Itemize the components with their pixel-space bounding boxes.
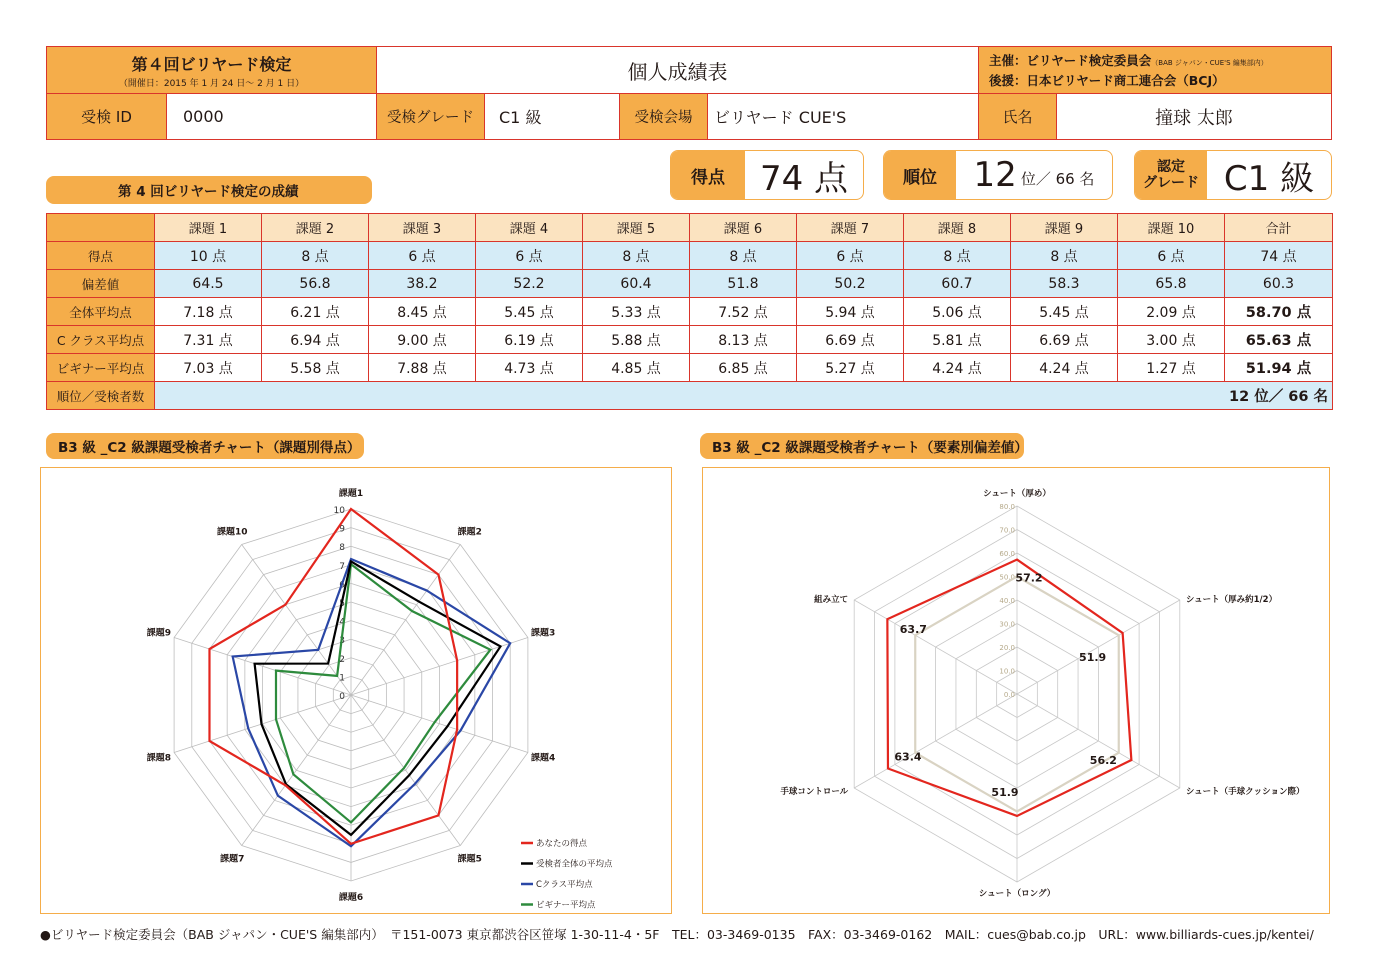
- radar-series-line: [233, 559, 511, 846]
- radar-category-label: 課題10: [217, 527, 248, 538]
- radar-data-label: 57.2: [1015, 571, 1043, 585]
- table-cell: 3.00 点: [1118, 326, 1225, 354]
- table-header-cell: 課題 2: [262, 214, 369, 242]
- name-value-cell: [1057, 94, 1331, 139]
- table-cell: 5.81 点: [904, 326, 1011, 354]
- exam-dates: （開催日：2015 年 1 月 24 日〜 2 月 1 日）: [118, 78, 305, 89]
- radar-data-label: 56.2: [1089, 754, 1117, 768]
- results-title: [46, 176, 372, 204]
- table-cell: 6.85 点: [690, 354, 797, 382]
- table-cell: 7.18 点: [155, 298, 262, 326]
- radar-tick-label: 10.0: [999, 667, 1015, 676]
- id-value: 0000: [183, 107, 224, 126]
- cert-summary: [1134, 150, 1332, 200]
- table-cell: 7.03 点: [155, 354, 262, 382]
- radar-category-label: 課題2: [457, 527, 482, 538]
- rank-summary: [883, 150, 1113, 200]
- radar-tick-label: 6: [339, 580, 345, 591]
- radar-tick-label: 40.0: [999, 597, 1015, 605]
- radar-category-label: シュート（ロング）: [978, 889, 1056, 899]
- grade-value: C1 級: [499, 108, 542, 127]
- exam-title-cell: [47, 47, 377, 94]
- deviation-radar-chart: [702, 467, 1330, 914]
- radar-data-label: 63.7: [899, 623, 927, 637]
- radar-tick-label: 9: [339, 524, 345, 535]
- results-title-text: 第 4 回ビリヤード検定の成績: [118, 184, 299, 200]
- table-cell: 5.27 点: [797, 354, 904, 382]
- table-row: [47, 354, 1333, 382]
- radar-category-label: 課題8: [146, 753, 172, 764]
- table-header-cell: 課題 6: [690, 214, 797, 242]
- radar-tick-label: 2: [339, 654, 345, 665]
- table-row-label: C クラス平均点: [47, 326, 155, 354]
- table-cell: 6 点: [476, 242, 583, 270]
- table-cell: 5.06 点: [904, 298, 1011, 326]
- score-radar-svg: [41, 468, 673, 915]
- table-cell: 8 点: [262, 242, 369, 270]
- table-cell: 8.45 点: [369, 298, 476, 326]
- table-cell: 64.5: [155, 270, 262, 298]
- radar-category-label: 手球コントロール: [780, 787, 849, 797]
- radar-category-label: シュート（厚み約1/2）: [1185, 595, 1278, 605]
- table-cell: 8 点: [904, 242, 1011, 270]
- radar-tick-label: 8: [339, 543, 345, 554]
- table-cell: 4.24 点: [904, 354, 1011, 382]
- radar-axis-line: [351, 545, 460, 695]
- table-cell: 8 点: [1011, 242, 1118, 270]
- table-cell: 5.33 点: [583, 298, 690, 326]
- table-cell: 6 点: [369, 242, 476, 270]
- table-cell: 1.27 点: [1118, 354, 1225, 382]
- radar-tick-label: 5: [339, 599, 345, 609]
- table-cell: 5.94 点: [797, 298, 904, 326]
- sponsor-cell: [979, 47, 1331, 94]
- radar-tick-label: 60.0: [999, 550, 1015, 558]
- legend-entry: あなたの得点: [536, 839, 588, 849]
- grade-label: 受検グレード: [387, 110, 474, 126]
- legend-entry: Cクラス平均点: [536, 880, 593, 890]
- table-rank-row: [47, 382, 1333, 410]
- table-cell: 5.58 点: [262, 354, 369, 382]
- radar-tick-label: 4: [339, 617, 345, 628]
- table-cell: 5.45 点: [1011, 298, 1118, 326]
- table-header-cell: 課題 5: [583, 214, 690, 242]
- table-cell: 58.70 点: [1225, 298, 1333, 326]
- table-cell: 60.7: [904, 270, 1011, 298]
- radar-tick-label: 3: [339, 636, 345, 647]
- doc-title-cell: [377, 47, 979, 94]
- grade-value-cell: [485, 94, 620, 139]
- radar-tick-label: 0: [339, 692, 345, 702]
- name-value: 撞球 太郎: [1155, 107, 1233, 129]
- radar-axis-line: [351, 695, 460, 845]
- table-header-cell: 合計: [1225, 214, 1333, 242]
- table-cell: 58.3: [1011, 270, 1118, 298]
- name-label-cell: [979, 94, 1057, 139]
- radar-data-label: 51.9: [991, 785, 1019, 799]
- table-header-cell: 課題 7: [797, 214, 904, 242]
- table-row-label: 順位／受検者数: [47, 382, 155, 410]
- table-cell: 51.8: [690, 270, 797, 298]
- radar-category-label: 課題5: [457, 854, 482, 865]
- id-value-cell: [167, 94, 377, 139]
- cert-label: [1135, 151, 1207, 199]
- radar-category-label: 課題6: [338, 893, 364, 903]
- exam-title: 第４回ビリヤード検定: [131, 54, 292, 74]
- table-header-cell: 課題 8: [904, 214, 1011, 242]
- table-cell: 6.19 点: [476, 326, 583, 354]
- table-cell: 5.88 点: [583, 326, 690, 354]
- table-cell: 8 点: [690, 242, 797, 270]
- table-cell: 6 点: [797, 242, 904, 270]
- radar-category-label: 課題1: [338, 489, 364, 499]
- rank-suffix: 位／ 66 名: [1020, 169, 1095, 188]
- sponsor-label: 主催：ビリヤード検定委員会: [989, 53, 1152, 68]
- cert-value: C1 級: [1223, 158, 1315, 199]
- venue-label: 受検会場: [634, 110, 693, 126]
- table-row-label: 得点: [47, 242, 155, 270]
- support-label: 後援：日本ビリヤード商工連合会（BCJ）: [989, 73, 1225, 88]
- table-header-cell: [47, 214, 155, 242]
- score-label: 得点: [671, 151, 745, 199]
- venue-label-cell: [620, 94, 708, 139]
- table-cell: 4.73 点: [476, 354, 583, 382]
- table-cell: 65.63 点: [1225, 326, 1333, 354]
- table-row: [47, 326, 1333, 354]
- table-cell: 5.45 点: [476, 298, 583, 326]
- table-header-cell: 課題 9: [1011, 214, 1118, 242]
- table-cell: 60.4: [583, 270, 690, 298]
- radar-tick-label: 30.0: [999, 620, 1015, 629]
- radar-category-label: 課題3: [530, 628, 556, 639]
- table-cell: 6.94 点: [262, 326, 369, 354]
- table-header-row: [47, 214, 1333, 242]
- score-radar-chart: [40, 467, 672, 914]
- cert-label-1: 認定: [1157, 159, 1185, 175]
- doc-title: 個人成績表: [627, 59, 728, 84]
- table-cell: 6.69 点: [1011, 326, 1118, 354]
- table-header-cell: 課題 1: [155, 214, 262, 242]
- id-label: 受検 ID: [81, 108, 132, 126]
- table-cell: 7.52 点: [690, 298, 797, 326]
- table-cell: 65.8: [1118, 270, 1225, 298]
- radar-category-label: シュート（厚め）: [983, 489, 1051, 499]
- radar-category-label: シュート（手球クッション際）: [1185, 787, 1305, 797]
- right-chart-title-text: B3 級 _C2 級課題受検者チャート（要素別偏差値）: [712, 440, 1028, 456]
- legend-entry: ビギナー平均点: [536, 900, 596, 911]
- score-summary: [670, 150, 864, 200]
- footer-contact: ●ビリヤード検定委員会（BAB ジャパン・CUE'S 編集部内） 〒151-0073 東京都渋谷区笹塚 1-30-11-4・5F TEL：03-3469-0135 FAX：03-3469-0162 MAIL：cues@bab.co.jp URL：www.billiards-cues.jp/kentei/: [40, 927, 1314, 942]
- table-cell: 7.88 点: [369, 354, 476, 382]
- table-cell: 8 点: [583, 242, 690, 270]
- rank-value: 12: [973, 155, 1017, 195]
- table-row: [47, 270, 1333, 298]
- venue-value: ビリヤード CUE'S: [714, 108, 847, 127]
- left-chart-title: [46, 433, 364, 459]
- score-table: [46, 213, 1333, 410]
- cert-label-2: グレード: [1143, 175, 1199, 191]
- radar-tick-label: 70.0: [999, 526, 1015, 535]
- table-header-cell: 課題 10: [1118, 214, 1225, 242]
- left-chart-title-text: B3 級 _C2 級課題受検者チャート（課題別得点）: [58, 440, 361, 456]
- table-cell: 2.09 点: [1118, 298, 1225, 326]
- table-cell: 4.85 点: [583, 354, 690, 382]
- table-cell: 6.21 点: [262, 298, 369, 326]
- table-cell: 7.31 点: [155, 326, 262, 354]
- table-row: [47, 242, 1333, 270]
- radar-tick-label: 50.0: [999, 573, 1015, 582]
- radar-data-label: 63.4: [894, 750, 922, 764]
- table-cell: 6.69 点: [797, 326, 904, 354]
- radar-category-label: 組み立て: [814, 595, 849, 605]
- table-cell: 60.3: [1225, 270, 1333, 298]
- radar-tick-label: 20.0: [999, 644, 1015, 652]
- rank-label: 順位: [884, 151, 956, 199]
- radar-tick-label: 7: [339, 561, 345, 572]
- table-cell: 74 点: [1225, 242, 1333, 270]
- radar-tick-label: 10: [333, 506, 345, 516]
- radar-data-label: 51.9: [1079, 651, 1107, 665]
- table-cell: 51.94 点: [1225, 354, 1333, 382]
- radar-category-label: 課題9: [146, 628, 172, 639]
- table-cell: 9.00 点: [369, 326, 476, 354]
- radar-category-label: 課題7: [220, 854, 245, 865]
- radar-tick-label: 1: [339, 673, 345, 684]
- deviation-radar-svg: [703, 468, 1331, 915]
- right-chart-title: [700, 433, 1028, 459]
- table-cell: 6 点: [1118, 242, 1225, 270]
- table-cell: 4.24 点: [1011, 354, 1118, 382]
- name-label: 氏名: [1002, 108, 1033, 126]
- id-label-cell: [47, 94, 167, 139]
- table-row-label: 全体平均点: [47, 298, 155, 326]
- table-row: [47, 298, 1333, 326]
- table-cell: 50.2: [797, 270, 904, 298]
- radar-tick-label: 80.0: [999, 503, 1015, 511]
- legend-entry: 受検者全体の平均点: [536, 859, 613, 870]
- table-header-cell: 課題 4: [476, 214, 583, 242]
- score-value: 74 点: [759, 158, 849, 199]
- header-grid: [46, 46, 1332, 140]
- grade-label-cell: [377, 94, 485, 139]
- table-cell: 52.2: [476, 270, 583, 298]
- table-cell: 38.2: [369, 270, 476, 298]
- table-rank-value: 12 位／ 66 名: [155, 382, 1333, 410]
- radar-category-label: 課題4: [530, 753, 556, 764]
- table-header-cell: 課題 3: [369, 214, 476, 242]
- table-cell: 10 点: [155, 242, 262, 270]
- sponsor-note: （BAB ジャパン・CUE'S 編集部内）: [1151, 59, 1268, 67]
- table-cell: 8.13 点: [690, 326, 797, 354]
- table-row-label: ビギナー平均点: [47, 354, 155, 382]
- radar-tick-label: 0.0: [1003, 691, 1015, 699]
- table-cell: 56.8: [262, 270, 369, 298]
- table-row-label: 偏差値: [47, 270, 155, 298]
- venue-value-cell: [708, 94, 979, 139]
